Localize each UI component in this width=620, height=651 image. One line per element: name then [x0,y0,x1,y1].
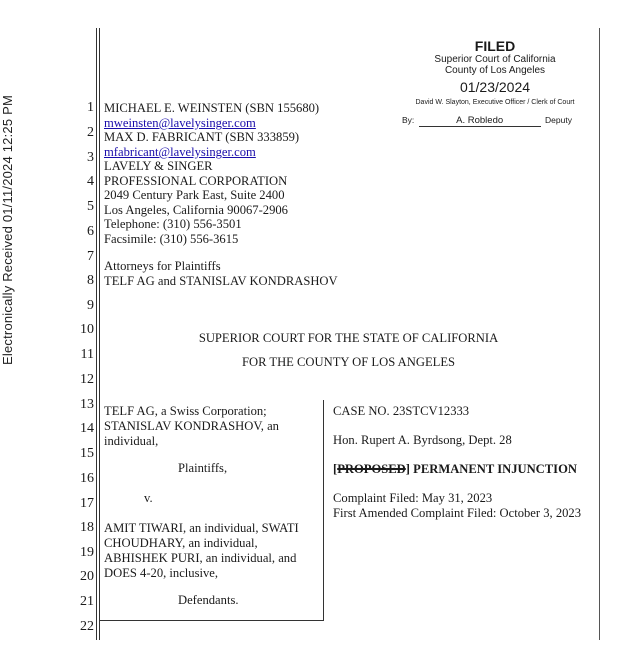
filed-deputy-label: Deputy [545,115,572,125]
left-margin-rule [96,28,97,640]
firm-name: LAVELY & SINGER [104,159,213,173]
line-number: 19 [80,545,94,560]
defendant-line: AMIT TIWARI, an individual, SWATI [104,521,299,535]
plaintiff-line: STANISLAV KONDRASHOV, an [104,419,279,433]
line-number: 9 [87,298,94,313]
line-number: 6 [87,224,94,239]
filed-county: County of Los Angeles [444,65,546,76]
defendant-line: CHOUDHARY, an individual, [104,536,258,550]
firm-address-1: 2049 Century Park East, Suite 2400 [104,188,285,202]
received-stamp: Electronically Received 01/11/2024 12:25 PM [0,95,15,365]
complaint-filed: Complaint Filed: May 31, 2023 [333,491,493,505]
versus: v. [144,491,153,505]
line-number: 3 [87,150,94,165]
line-number: 13 [80,397,94,412]
attorneys-for: Attorneys for Plaintiffs [104,259,221,273]
case-number: CASE NO. 23STCV12333 [333,404,470,418]
firm-telephone: Telephone: (310) 556-3501 [104,217,242,231]
filed-title: FILED [474,38,516,54]
struck-proposed: PROPOSED [337,462,406,476]
line-number: 5 [87,199,94,214]
line-number: 8 [87,273,94,288]
attorney-1: MICHAEL E. WEINSTEN (SBN 155680) [104,101,320,115]
plaintiff-line: individual, [104,434,159,448]
filed-officer: David W. Slayton, Executive Officer / Clerk of Court [415,99,575,106]
line-number: 7 [87,249,94,264]
defendant-line: DOES 4-20, inclusive, [104,566,219,580]
line-number: 16 [80,471,94,486]
line-number: 4 [87,174,94,189]
attorney-1-email-link[interactable]: mweinsten@lavelysinger.com [104,116,256,130]
plaintiff-line: TELF AG, a Swiss Corporation; [104,404,267,418]
line-number: 1 [87,100,94,115]
line-number: 15 [80,446,94,461]
filed-date: 01/23/2024 [459,79,531,95]
defendant-line: ABHISHEK PURI, an individual, and [104,551,297,565]
filed-clerk: A. Robledo [419,115,541,127]
defendants-label: Defendants. [178,593,239,607]
firm-facsimile: Facsimile: (310) 556-3615 [104,232,239,246]
line-number: 12 [80,372,94,387]
amended-complaint-filed: First Amended Complaint Filed: October 3, 2023 [333,506,582,520]
line-number: 21 [80,594,94,609]
assigned-judge: Hon. Rupert A. Byrdsong, Dept. 28 [333,433,512,447]
document-title-text: PERMANENT INJUNCTION [413,462,577,476]
filed-court: Superior Court of California [434,54,556,65]
attorney-2: MAX D. FABRICANT (SBN 333859) [104,130,300,144]
filed-by-label: By: [402,115,415,125]
line-number: 10 [80,322,94,337]
line-number: 11 [80,347,94,362]
firm-address-2: Los Angeles, California 90067-2906 [104,203,288,217]
firm-type: PROFESSIONAL CORPORATION [104,174,288,188]
line-number: 22 [80,619,94,634]
attorney-2-email-link[interactable]: mfabricant@lavelysinger.com [104,145,256,159]
line-number: 18 [80,520,94,535]
court-name: SUPERIOR COURT FOR THE STATE OF CALIFORNIA [198,331,499,345]
line-number: 14 [80,421,94,436]
line-number: 20 [80,569,94,584]
attorneys-for-parties: TELF AG and STANISLAV KONDRASHOV [104,274,338,288]
filed-by-row [402,115,572,127]
right-margin-rule [599,28,600,640]
filed-stamp [400,38,590,106]
document-title: [PROPOSED] PERMANENT INJUNCTION [333,462,577,476]
caption-divider [323,400,324,620]
line-number: 2 [87,125,94,140]
line-number: 17 [80,496,94,511]
plaintiffs-label: Plaintiffs, [178,461,228,475]
court-county: FOR THE COUNTY OF LOS ANGELES [241,355,456,369]
caption-underline [100,620,324,621]
